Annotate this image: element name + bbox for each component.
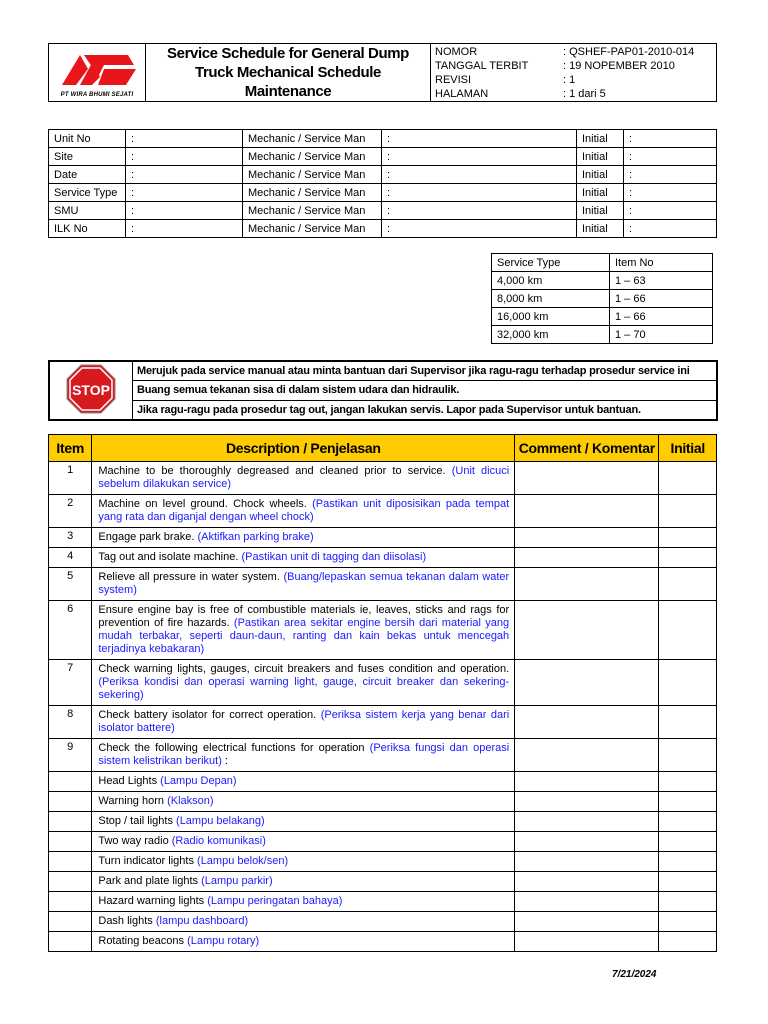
checklist-sub-row [49,852,717,872]
meta-row [435,45,716,59]
initial-cell[interactable] [659,792,717,812]
item-number-empty [49,912,92,932]
checklist-sub-row [49,792,717,812]
initial-cell[interactable] [659,852,717,872]
item-number: 8 [49,706,92,739]
mechanic-value-field[interactable]: : [382,184,577,202]
meta-key: NOMOR [435,45,478,58]
item-description [92,548,515,568]
item-number: 5 [49,568,92,601]
item-number-empty [49,832,92,852]
service-row [492,272,713,290]
item-number: 6 [49,601,92,660]
comment-cell[interactable] [515,495,659,528]
desc-english: Machine on level ground. Chock wheels. [98,498,307,510]
info-value-field[interactable]: : [126,184,243,202]
service-type-header: Service Type [492,254,610,272]
desc-english: Ensure engine bay is free of combustible materials ie, leaves, sticks and rags for prevention of fire hazards. [98,604,510,629]
desc-indonesian: (Aktifkan parking brake) [197,531,314,543]
info-label: Service Type [49,184,126,202]
sub-item-description [92,852,515,872]
desc-indonesian: (Buang/lepaskan semua tekanan dalam water system) [98,571,510,596]
info-row [49,148,717,166]
checklist-sub-row [49,932,717,952]
mechanic-value-field[interactable]: : [382,220,577,238]
info-label: Date [49,166,126,184]
initial-cell[interactable] [659,495,717,528]
desc-english: Park and plate lights [98,875,199,887]
desc-indonesian: (Periksa kondisi dan operasi warning light, gauge, circuit breaker dan sekering-sekering) [98,676,510,701]
comment-cell[interactable] [515,912,659,932]
comment-cell[interactable] [515,660,659,706]
mechanic-label: Mechanic / Service Man [243,184,382,202]
wira-logo-icon [54,47,140,93]
desc-indonesian: (Radio komunikasi) [171,835,266,847]
initial-label: Initial [577,130,624,148]
desc-english: Stop / tail lights [98,815,173,827]
desc-indonesian: (Klakson) [167,795,214,807]
desc-indonesian: (Lampu belakang) [176,815,265,827]
item-number: 4 [49,548,92,568]
meta-key: TANGGAL TERBIT [435,59,529,72]
title-line-3: Maintenance [244,83,332,100]
initial-value-field[interactable]: : [624,184,717,202]
safety-warning-box [48,360,718,421]
sub-item-description [92,872,515,892]
info-value-field[interactable]: : [126,220,243,238]
item-number: 1 [49,462,92,495]
header-item: Item [49,435,92,462]
item-description [92,660,515,706]
sub-item-description [92,912,515,932]
comment-cell[interactable] [515,462,659,495]
desc-english: Turn indicator lights [98,855,194,867]
info-label: SMU [49,202,126,220]
item-description [92,462,515,495]
info-row [49,202,717,220]
svg-text:STOP: STOP [72,382,110,398]
unit-info-table [48,129,717,238]
initial-cell[interactable] [659,832,717,852]
initial-cell[interactable] [659,601,717,660]
title-line-2: Truck Mechanical Schedule [195,64,381,81]
stop-sign [49,361,133,420]
initial-value-field[interactable]: : [624,202,717,220]
sub-item-description [92,772,515,792]
info-value-field[interactable]: : [126,130,243,148]
desc-english: Machine to be thoroughly degreased and cleaned prior to service. [98,465,446,477]
meta-row [435,87,716,101]
desc-english: Check warning lights, gauges, circuit breakers and fuses condition and operation. [98,663,510,675]
checklist-sub-row [49,872,717,892]
initial-cell[interactable] [659,660,717,706]
stop-sign-icon [66,364,116,414]
desc-indonesian: (Lampu Depan) [160,775,237,787]
desc-english: Engage park brake. [98,531,195,543]
comment-cell[interactable] [515,568,659,601]
item-number-empty [49,772,92,792]
initial-label: Initial [577,148,624,166]
desc-indonesian: (Lampu peringatan bahaya) [207,895,343,907]
comment-cell[interactable] [515,601,659,660]
meta-value: : 1 [563,73,576,86]
comment-cell[interactable] [515,739,659,772]
comment-cell[interactable] [515,706,659,739]
info-value-field[interactable]: : [126,202,243,220]
initial-label: Initial [577,184,624,202]
info-label: Site [49,148,126,166]
initial-cell[interactable] [659,739,717,772]
mechanic-value-field[interactable]: : [382,166,577,184]
mechanic-value-field[interactable]: : [382,202,577,220]
document-meta [431,44,717,102]
meta-value: : 19 NOPEMBER 2010 [563,59,675,72]
desc-english: Hazard warning lights [98,895,205,907]
info-value-field[interactable]: : [126,166,243,184]
desc-english: Two way radio [98,835,169,847]
desc-english: Warning horn [98,795,164,807]
initial-cell[interactable] [659,568,717,601]
checklist-sub-row [49,812,717,832]
document-title [146,44,431,102]
meta-key: HALAMAN [435,87,489,100]
initial-value-field[interactable]: : [624,220,717,238]
initial-cell[interactable] [659,772,717,792]
info-label: ILK No [49,220,126,238]
item-number-empty [49,792,92,812]
service-header-row [492,254,713,272]
meta-row [435,59,716,73]
checklist-sub-row [49,832,717,852]
desc-english: Rotating beacons [98,935,184,947]
title-line-1: Service Schedule for General Dump [167,45,409,62]
desc-indonesian: (Unit dicuci sebelum dilakukan service) [98,465,510,490]
desc-indonesian: (Periksa fungsi dan operasi sistem kelistrikan berikut) [98,742,510,767]
service-km: 16,000 km [492,308,610,326]
mechanic-label: Mechanic / Service Man [243,166,382,184]
initial-label: Initial [577,220,624,238]
desc-indonesian: (Lampu belok/sen) [197,855,289,867]
item-number-empty [49,892,92,912]
desc-indonesian: (Periksa sistem kerja yang benar dari isolator battere) [98,709,510,734]
initial-label: Initial [577,202,624,220]
desc-indonesian: (Pastikan unit diposisikan pada tempat yang rata dan diganjal dengan wheel chock) [98,498,510,523]
comment-cell[interactable] [515,792,659,812]
item-number-empty [49,932,92,952]
company-name: PT WIRA BHUMI SEJATI [60,92,134,98]
info-row [49,166,717,184]
item-number: 2 [49,495,92,528]
initial-cell[interactable] [659,548,717,568]
checklist-sub-row [49,912,717,932]
service-km: 8,000 km [492,290,610,308]
service-km: 4,000 km [492,272,610,290]
item-description [92,568,515,601]
initial-cell[interactable] [659,892,717,912]
comment-cell[interactable] [515,528,659,548]
header-comment: Comment / Komentar [515,435,659,462]
desc-indonesian: (Lampu rotary) [187,935,260,947]
item-description [92,706,515,739]
initial-cell[interactable] [659,912,717,932]
checklist-row [49,548,717,568]
checklist-row [49,462,717,495]
desc-english: Check battery isolator for correct operation. [98,709,317,721]
service-row [492,326,713,344]
service-row [492,290,713,308]
mechanic-value-field[interactable]: : [382,148,577,166]
service-item-range: 1 – 66 [610,290,713,308]
initial-cell[interactable] [659,528,717,548]
warning-line: Merujuk pada service manual atau minta bantuan dari Supervisor jika ragu-ragu terhadap prosedur service ini [133,361,718,381]
comment-cell[interactable] [515,812,659,832]
desc-indonesian: (Lampu parkir) [201,875,273,887]
comment-cell[interactable] [515,852,659,872]
initial-cell[interactable] [659,932,717,952]
item-description [92,528,515,548]
checklist-sub-row [49,772,717,792]
checklist-row [49,495,717,528]
checklist-sub-row [49,892,717,912]
service-checklist [48,434,717,952]
mechanic-label: Mechanic / Service Man [243,148,382,166]
mechanic-label: Mechanic / Service Man [243,202,382,220]
checklist-header [49,435,717,462]
comment-cell[interactable] [515,832,659,852]
initial-cell[interactable] [659,812,717,832]
mechanic-label: Mechanic / Service Man [243,220,382,238]
sub-item-description [92,892,515,912]
checklist-row [49,706,717,739]
item-description [92,601,515,660]
footer-date: 7/21/2024 [612,969,657,980]
checklist-row [49,660,717,706]
desc-indonesian: (lampu dashboard) [155,915,249,927]
desc-english: Check the following electrical functions for operation [98,742,365,754]
initial-label: Initial [577,166,624,184]
service-item-range: 1 – 63 [610,272,713,290]
desc-indonesian: (Pastikan unit di tagging dan diisolasi) [241,551,427,563]
meta-value: : QSHEF-PAP01-2010-014 [563,45,695,58]
info-label: Unit No [49,130,126,148]
document-header [48,43,717,102]
checklist-row [49,739,717,772]
service-item-range: 1 – 70 [610,326,713,344]
meta-key: REVISI [435,73,472,86]
initial-value-field[interactable]: : [624,166,717,184]
initial-cell[interactable] [659,872,717,892]
service-type-table [491,253,713,344]
item-description [92,739,515,772]
checklist-row [49,601,717,660]
sub-item-description [92,932,515,952]
info-value-field[interactable]: : [126,148,243,166]
service-item-range: 1 – 66 [610,308,713,326]
service-row [492,308,713,326]
service-km: 32,000 km [492,326,610,344]
desc-english: Relieve all pressure in water system. [98,571,280,583]
header-initial: Initial [659,435,717,462]
comment-cell[interactable] [515,548,659,568]
warning-line: Buang semua tekanan sisa di dalam sistem udara dan hidraulik. [133,381,718,400]
item-number: 3 [49,528,92,548]
info-row [49,220,717,238]
comment-cell[interactable] [515,932,659,952]
checklist-row [49,528,717,548]
meta-value: : 1 dari 5 [563,87,606,100]
item-no-header: Item No [610,254,713,272]
checklist-row [49,568,717,601]
sub-item-description [92,792,515,812]
header-description: Description / Penjelasan [92,435,515,462]
item-number: 7 [49,660,92,706]
desc-indonesian: (Pastikan area sekitar engine bersih dari material yang mudah terbakar, seperti daun-daun, ranting dan kain bekas untuk mencegah terjadinya kebakaran) [98,617,510,655]
info-row [49,184,717,202]
item-number-empty [49,812,92,832]
desc-english: Dash lights [98,915,153,927]
initial-cell[interactable] [659,462,717,495]
item-number-empty [49,852,92,872]
desc-english: Head Lights [98,775,158,787]
comment-cell[interactable] [515,892,659,912]
initial-value-field[interactable]: : [624,130,717,148]
comment-cell[interactable] [515,772,659,792]
desc-suffix: : [221,755,228,767]
initial-value-field[interactable]: : [624,148,717,166]
sub-item-description [92,812,515,832]
meta-row [435,73,716,87]
sub-item-description [92,832,515,852]
desc-english: Tag out and isolate machine. [98,551,239,563]
comment-cell[interactable] [515,872,659,892]
item-number-empty [49,872,92,892]
warning-line: Jika ragu-ragu pada prosedur tag out, jangan lakukan servis. Lapor pada Supervisor untuk bantuan. [133,400,718,420]
mechanic-label: Mechanic / Service Man [243,130,382,148]
initial-cell[interactable] [659,706,717,739]
info-row [49,130,717,148]
item-number: 9 [49,739,92,772]
item-description [92,495,515,528]
company-logo [49,44,146,102]
mechanic-value-field[interactable]: : [382,130,577,148]
